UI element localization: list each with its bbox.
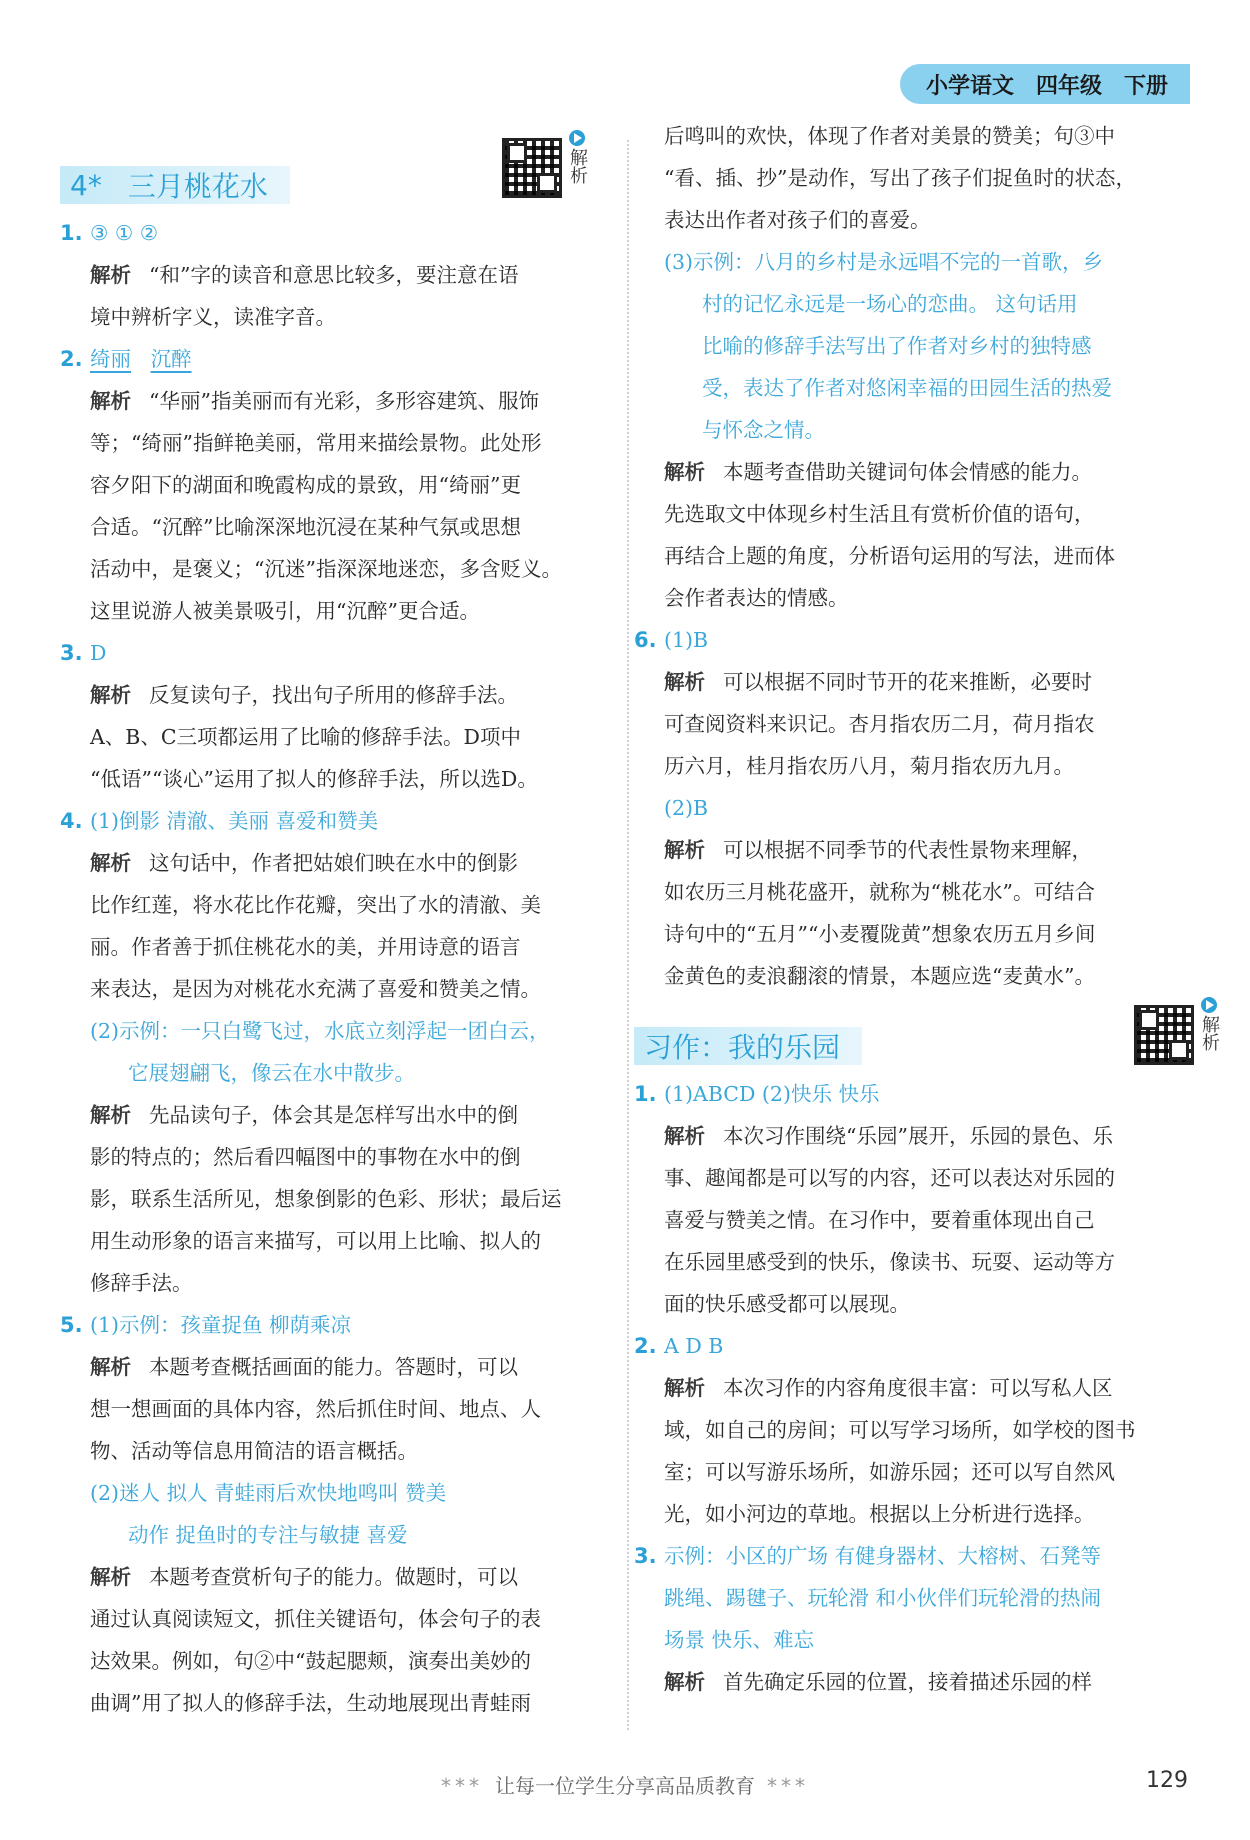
answer: (1)示例：孩童捉鱼 柳荫乘凉 xyxy=(90,1313,352,1337)
explanation-line: “低语”“谈心”运用了拟人的修辞手法，所以选D。 xyxy=(90,767,538,791)
writing-question-2 xyxy=(634,1325,1194,1535)
question-number: 4. xyxy=(60,809,83,833)
answer-example xyxy=(634,1535,1194,1661)
explanation-line: 等；“绮丽”指鲜艳美丽，常用来描绘景物。此处形 xyxy=(90,431,542,455)
section-number: 4* xyxy=(70,168,102,202)
answer-example xyxy=(60,1010,590,1094)
explanation-line: “看、插、抄”是动作，写出了孩子们捉鱼时的状态， xyxy=(664,166,1136,190)
explanation-line: 这里说游人被美景吸引，用“沉醉”更合适。 xyxy=(90,599,480,623)
question-number: 2. xyxy=(60,347,83,371)
explanation xyxy=(634,661,1194,787)
qr-side xyxy=(1198,997,1220,1079)
explanation xyxy=(60,1094,590,1304)
question-6 xyxy=(634,619,1194,997)
explanation-tag: 解析 xyxy=(664,1670,705,1694)
explanation xyxy=(60,842,590,1010)
section-header-lesson4 xyxy=(60,130,590,212)
explanation-line: 可查阅资料来识记。杏月指农历二月，荷月指农 xyxy=(664,712,1095,736)
answer-block xyxy=(60,1472,590,1556)
right-column xyxy=(634,115,1220,1703)
explanation-line: 面的快乐感受都可以展现。 xyxy=(664,1292,910,1316)
explanation xyxy=(60,1556,590,1724)
explanation-line: 曲调”用了拟人的修辞手法，生动地展现出青蛙雨 xyxy=(90,1691,531,1715)
question-number: 3. xyxy=(634,1544,657,1568)
answer: (1)ABCD (2)快乐 快乐 xyxy=(664,1082,880,1106)
answer: D xyxy=(90,641,107,665)
answer-line: 动作 捉鱼时的专注与敏捷 喜爱 xyxy=(128,1523,408,1547)
answer: (2)B xyxy=(664,796,709,820)
explanation-line: 光，如小河边的草地。根据以上分析进行选择。 xyxy=(664,1502,1095,1526)
explanation-line: 活动中，是褒义；“沉迷”指深深地迷恋，多含贬义。 xyxy=(90,557,562,581)
answer-example xyxy=(664,241,1194,451)
explanation-line: 丽。作者善于抓住桃花水的美，并用诗意的语言 xyxy=(90,935,521,959)
answer: (1)B xyxy=(664,628,709,652)
explanation-line: 本题考查概括画面的能力。答题时，可以 xyxy=(149,1355,518,1379)
qr-side xyxy=(566,130,588,212)
explanation-tag: 解析 xyxy=(90,389,131,413)
section-title xyxy=(634,1027,862,1065)
writing-question-3 xyxy=(634,1535,1194,1703)
left-column xyxy=(60,130,590,1724)
section-header-writing xyxy=(634,997,1220,1073)
qr-label: 解析 xyxy=(1199,1015,1220,1051)
explanation-line: 本次习作的内容角度很丰富：可以写私人区 xyxy=(723,1376,1113,1400)
question-3 xyxy=(60,632,590,800)
explanation-line: 域，如自己的房间；可以写学习场所，如学校的图书 xyxy=(664,1418,1136,1442)
question-1 xyxy=(60,212,590,338)
explanation-tag: 解析 xyxy=(90,851,131,875)
explanation-tag: 解析 xyxy=(664,670,705,694)
column-divider xyxy=(627,140,629,1730)
question-2 xyxy=(60,338,590,632)
explanation xyxy=(634,1661,1194,1703)
answer-line: 与怀念之情。 xyxy=(702,418,825,442)
footer-stars-left: *** xyxy=(441,1774,483,1798)
explanation-tag: 解析 xyxy=(664,1376,705,1400)
footer-slogan: 让每一位学生分享高品质教育 xyxy=(495,1774,755,1798)
explanation-line: 容夕阳下的湖面和晚霞构成的景致，用“绮丽”更 xyxy=(90,473,521,497)
explanation-line: 表达出作者对孩子们的喜爱。 xyxy=(664,208,931,232)
section-number: 习作 xyxy=(644,1031,701,1064)
qr-label: 解析 xyxy=(567,148,588,184)
question-number: 6. xyxy=(634,628,657,652)
explanation xyxy=(634,829,1194,997)
page-footer xyxy=(0,1770,1250,1799)
explanation-line: 喜爱与赞美之情。在习作中，要着重体现出自己 xyxy=(664,1208,1095,1232)
grade-label: 四年级 xyxy=(1035,73,1102,99)
explanation-line: “华丽”指美丽而有光彩，多形容建筑、服饰 xyxy=(149,389,539,413)
answer xyxy=(60,338,590,380)
qr-code-block[interactable] xyxy=(1134,997,1222,1079)
explanation-tag: 解析 xyxy=(90,1103,131,1127)
explanation-line: 在乐园里感受到的快乐，像读书、玩耍、运动等方 xyxy=(664,1250,1115,1274)
explanation-line: 通过认真阅读短文，抓住关键语句，体会句子的表 xyxy=(90,1607,541,1631)
explanation xyxy=(664,451,1194,619)
question-number: 1. xyxy=(634,1082,657,1106)
explanation-tag: 解析 xyxy=(664,1124,705,1148)
explanation xyxy=(634,1115,1194,1325)
explanation xyxy=(60,674,590,800)
question-5 xyxy=(60,1304,590,1724)
answer-line: 场景 快乐、难忘 xyxy=(664,1628,815,1652)
answer-line: (2)迷人 拟人 青蛙雨后欢快地鸣叫 赞美 xyxy=(90,1481,447,1505)
explanation-line: 用生动形象的语言来描写，可以用上比喻、拟人的 xyxy=(90,1229,541,1253)
explanation-line: 会作者表达的情感。 xyxy=(664,586,849,610)
answer-line: (3)示例：八月的乡村是永远唱不完的一首歌，乡 xyxy=(664,250,1104,274)
answer-line: (2)示例：一只白鹭飞过，水底立刻浮起一团白云， xyxy=(90,1019,550,1043)
question-4 xyxy=(60,800,590,1304)
answer-line: 它展翅翩飞，像云在水中散步。 xyxy=(128,1061,415,1085)
answer: (1)倒影 清澈、美丽 喜爱和赞美 xyxy=(90,809,379,833)
explanation-line: 诗句中的“五月”“小麦覆陇黄”想象农历五月乡间 xyxy=(664,922,1096,946)
explanation-line: 想一想画面的具体内容，然后抓住时间、地点、人 xyxy=(90,1397,541,1421)
answer-line: 示例：小区的广场 有健身器材、大榕树、石凳等 xyxy=(664,1544,1102,1568)
book-header-tab xyxy=(900,64,1190,104)
play-icon xyxy=(569,130,585,146)
explanation-line: 可以根据不同季节的代表性景物来理解， xyxy=(723,838,1092,862)
explanation-line: 可以根据不同时节开的花来推断，必要时 xyxy=(723,670,1092,694)
explanation-line: 合适。“沉醉”比喻深深地沉浸在某种气氛或思想 xyxy=(90,515,521,539)
section-title-text: 三月桃花水 xyxy=(127,170,268,203)
answer-line: 比喻的修辞手法写出了作者对乡村的独特感 xyxy=(702,334,1092,358)
explanation-tag: 解析 xyxy=(90,683,131,707)
qr-code-block[interactable] xyxy=(502,130,590,212)
explanation-line: 比作红莲，将水花比作花瓣，突出了水的清澈、美 xyxy=(90,893,541,917)
question-number: 5. xyxy=(60,1313,83,1337)
answer: ③ ① ② xyxy=(90,221,159,245)
page-number: 129 xyxy=(1146,1768,1188,1793)
qr-code-icon[interactable] xyxy=(502,138,562,198)
explanation-line: 影的特点的；然后看四幅图中的事物在水中的倒 xyxy=(90,1145,521,1169)
explanation-line: 物、活动等信息用简洁的语言概括。 xyxy=(90,1439,418,1463)
explanation-line: 本次习作围绕“乐园”展开，乐园的景色、乐 xyxy=(723,1124,1113,1148)
answer-line: 跳绳、踢毽子、玩轮滑 和小伙伴们玩轮滑的热闹 xyxy=(664,1586,1102,1610)
explanation-tag: 解析 xyxy=(664,838,705,862)
section-title-text: ：我的乐园 xyxy=(700,1031,841,1064)
explanation-tag: 解析 xyxy=(90,1355,131,1379)
explanation xyxy=(60,380,590,632)
question-number: 2. xyxy=(634,1334,657,1358)
explanation-line: 本题考查借助关键词句体会情感的能力。 xyxy=(723,460,1092,484)
explanation-tag: 解析 xyxy=(90,263,131,287)
explanation-line: 本题考查赏析句子的能力。做题时，可以 xyxy=(149,1565,518,1589)
explanation-line: 这句话中，作者把姑娘们映在水中的倒影 xyxy=(149,851,518,875)
answer-line: 村的记忆永远是一场心的恋曲。 这句话用 xyxy=(702,292,1078,316)
explanation-line: 修辞手法。 xyxy=(90,1271,193,1295)
explanation-tag: 解析 xyxy=(664,460,705,484)
answer-line: 受，表达了作者对悠闲幸福的田园生活的热爱 xyxy=(702,376,1112,400)
writing-question-1 xyxy=(634,1073,1194,1325)
explanation-line: 先品读句子，体会其是怎样写出水中的倒 xyxy=(149,1103,518,1127)
subject-label: 小学语文 xyxy=(925,73,1014,99)
explanation xyxy=(60,254,590,338)
explanation-line: 来表达，是因为对桃花水充满了喜爱和赞美之情。 xyxy=(90,977,541,1001)
explanation-line: 境中辨析字义，读准字音。 xyxy=(90,305,336,329)
answer: A D B xyxy=(664,1334,724,1358)
qr-code-icon[interactable] xyxy=(1134,1005,1194,1065)
explanation-continued xyxy=(664,115,1194,241)
volume-label: 下册 xyxy=(1123,73,1168,99)
explanation-line: 先选取文中体现乡村生活且有赏析价值的语句， xyxy=(664,502,1095,526)
explanation-line: 影，联系生活所见，想象倒影的色彩、形状；最后运 xyxy=(90,1187,562,1211)
question-number: 1. xyxy=(60,221,83,245)
answer-blank-a: 绮丽 xyxy=(90,347,131,371)
section-title xyxy=(60,166,290,204)
explanation-line: 事、趣闻都是可以写的内容，还可以表达对乐园的 xyxy=(664,1166,1115,1190)
explanation-line: A、B、C三项都运用了比喻的修辞手法。D项中 xyxy=(90,725,521,749)
explanation xyxy=(634,1367,1194,1535)
explanation-line: 反复读句子，找出句子所用的修辞手法。 xyxy=(149,683,518,707)
explanation-line: 金黄色的麦浪翻滚的情景，本题应选“麦黄水”。 xyxy=(664,964,1095,988)
play-icon xyxy=(1201,997,1217,1013)
explanation-line: “和”字的读音和意思比较多，要注意在语 xyxy=(149,263,519,287)
explanation xyxy=(60,1346,590,1472)
explanation-line: 历六月，桂月指农历八月，菊月指农历九月。 xyxy=(664,754,1074,778)
explanation-line: 如农历三月桃花盛开，就称为“桃花水”。可结合 xyxy=(664,880,1095,904)
answer-blank-b: 沉醉 xyxy=(150,347,192,371)
question-number: 3. xyxy=(60,641,83,665)
explanation-tag: 解析 xyxy=(90,1565,131,1589)
explanation-line: 首先确定乐园的位置，接着描述乐园的样 xyxy=(723,1670,1092,1694)
explanation-line: 室；可以写游乐场所，如游乐园；还可以写自然风 xyxy=(664,1460,1115,1484)
explanation-line: 再结合上题的角度，分析语句运用的写法，进而体 xyxy=(664,544,1115,568)
explanation-line: 达效果。例如，句②中“鼓起腮颊，演奏出美妙的 xyxy=(90,1649,531,1673)
footer-stars-right: *** xyxy=(767,1774,809,1798)
explanation-line: 后鸣叫的欢快，体现了作者对美景的赞美；句③中 xyxy=(664,124,1115,148)
